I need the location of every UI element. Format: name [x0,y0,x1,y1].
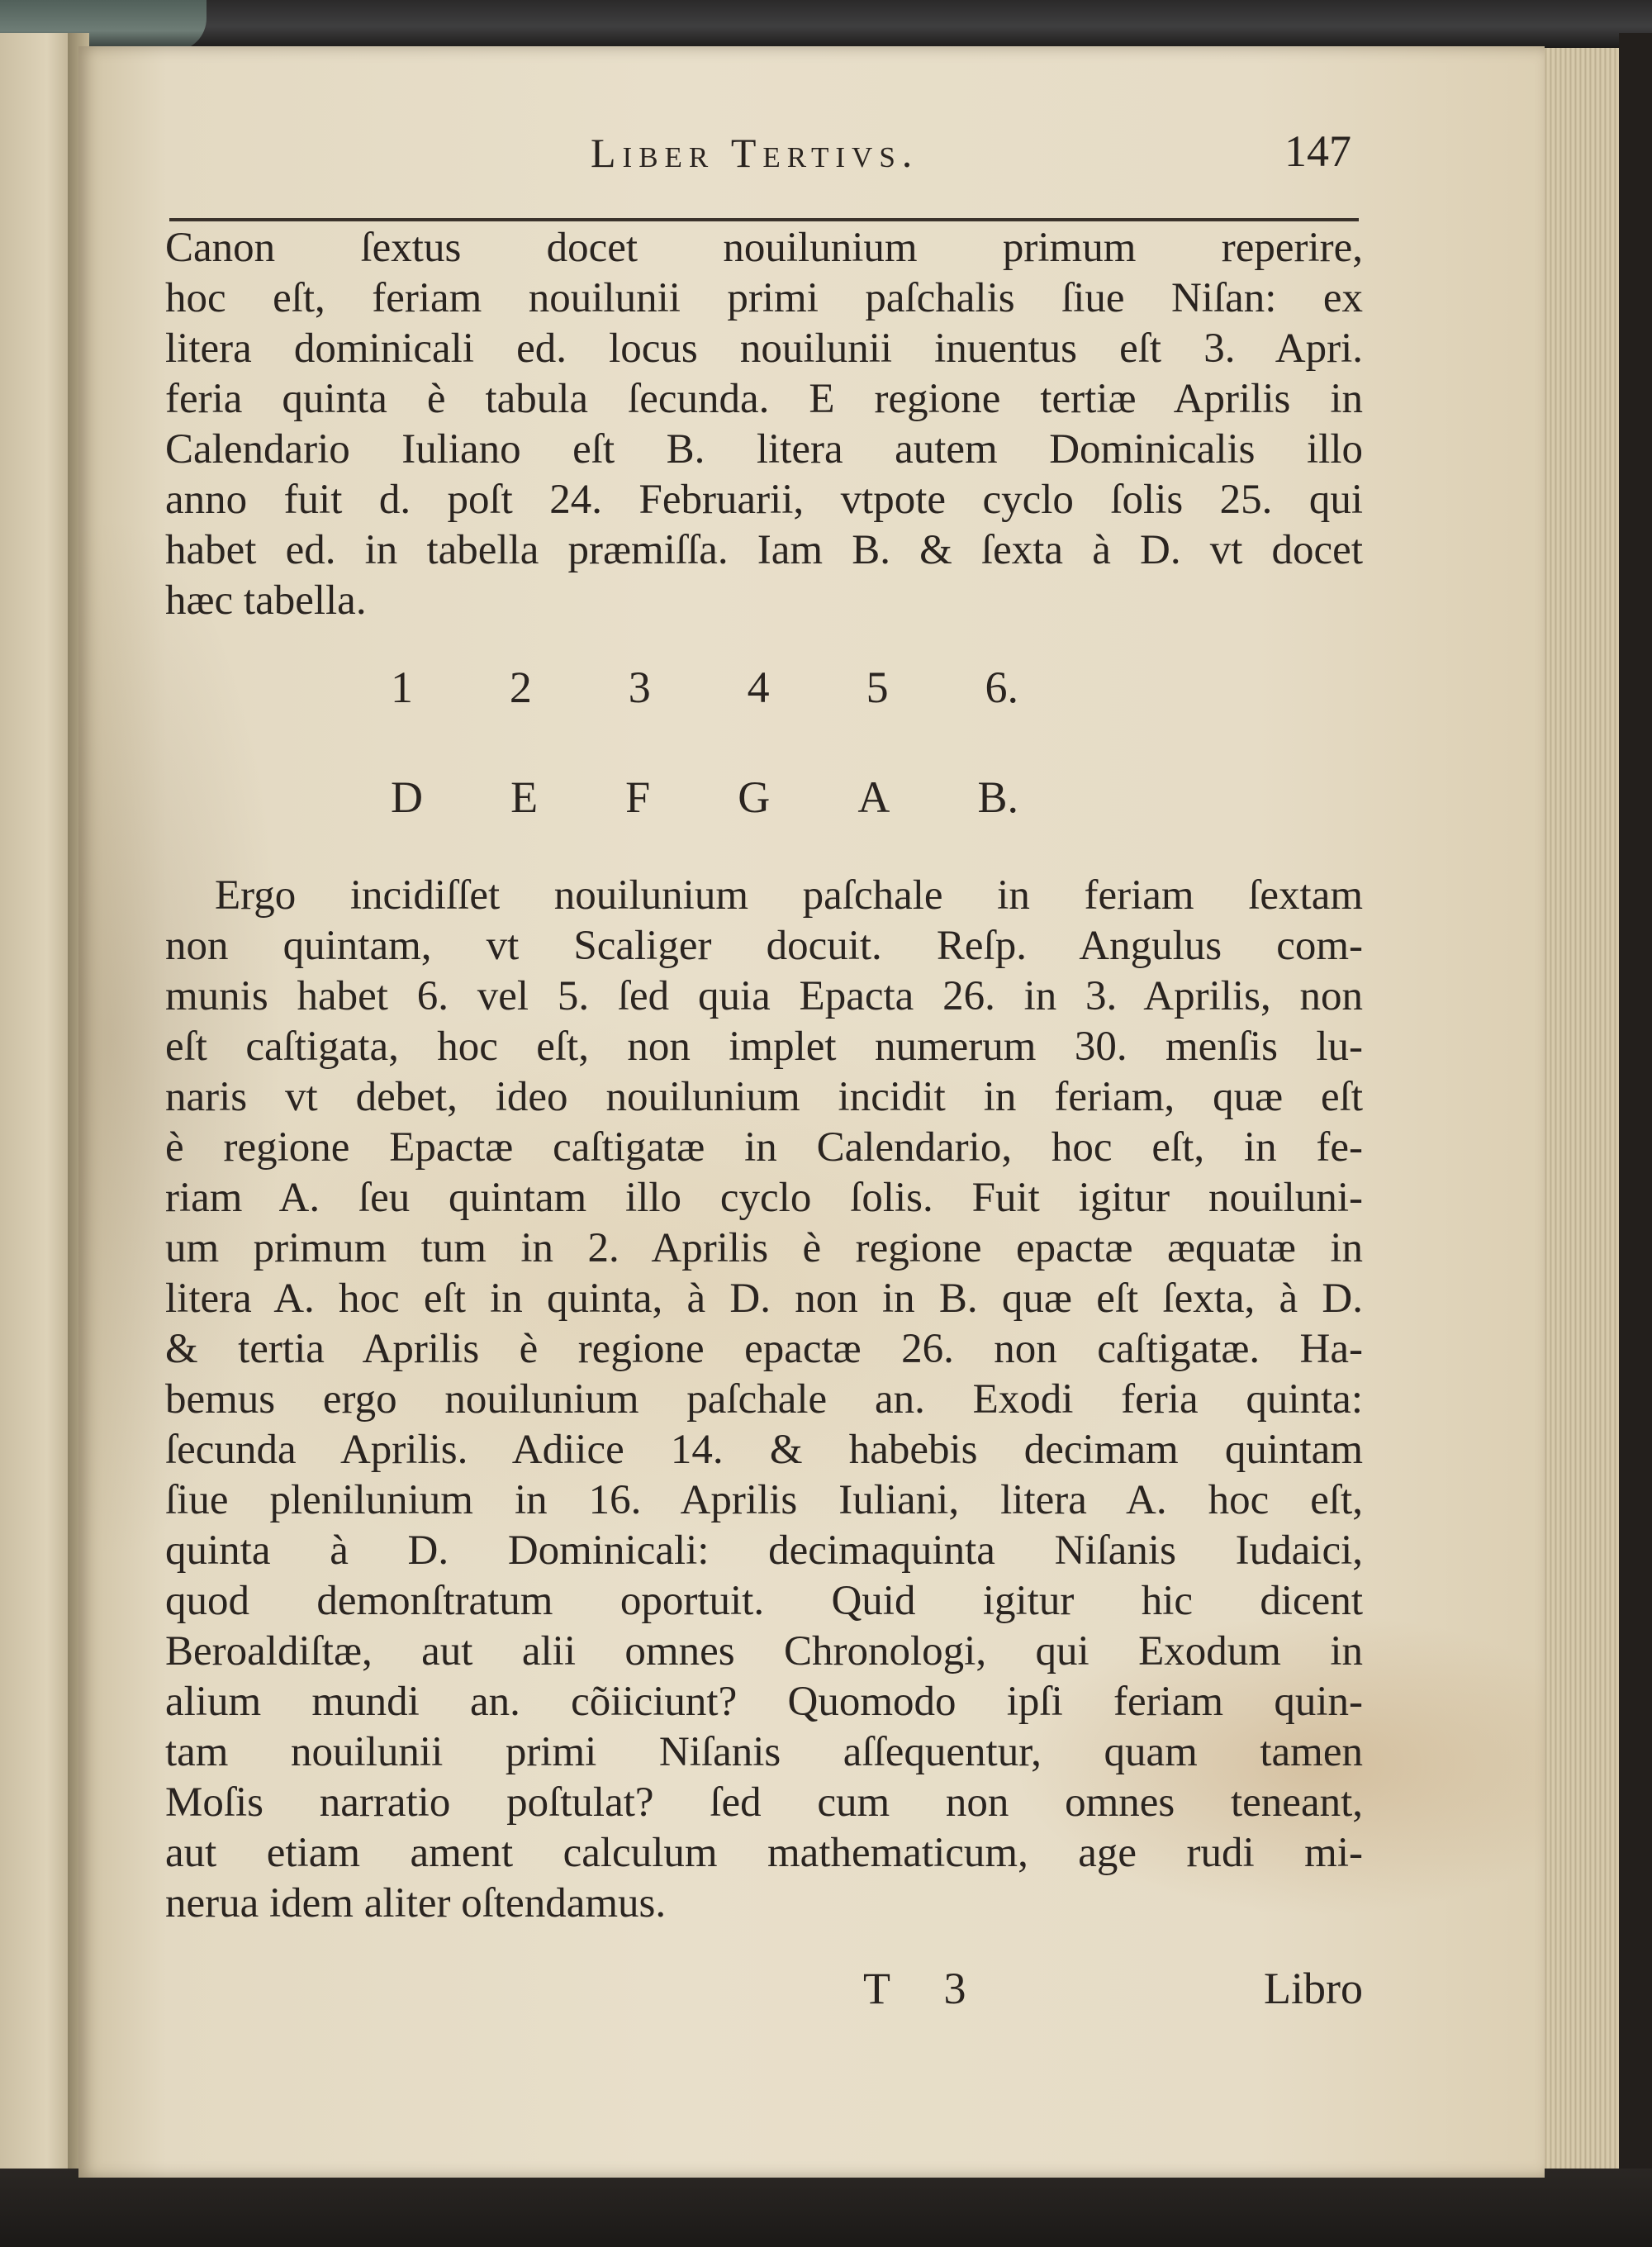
table-number: 4 [747,663,770,712]
page-footer [165,1963,1363,2021]
text-line: aut etiam ament calculum mathematicum, age rudi mi- [165,1830,1363,1876]
signature-mark: T 3 [863,1964,988,2013]
text-line: è regione Epactæ caſtigatæ in Calendario, hoc eſt, in fe- [165,1124,1363,1171]
text-line: Ergo incidiſſet nouilunium paſchale in feriam ſextam [215,872,1363,919]
header-rule [169,218,1359,221]
book-cover-edge [1619,33,1652,2214]
text-line: alium mundi an. cõiiciunt? Quomodo ipſi feriam quin- [165,1679,1363,1725]
table-letters-row [391,772,1018,823]
table-numbers-row [391,662,1018,713]
text-line: ſiue plenilunium in 16. Aprilis Iuliani, litera A. hoc eſt, [165,1477,1363,1523]
text-line: Beroaldiſtæ, aut alii omnes Chronologi, qui Exodum in [165,1628,1363,1675]
text-line: & tertia Aprilis è regione epactæ 26. non caſtigatæ. Ha- [165,1326,1363,1372]
book-cover-bottom [0,2169,1652,2247]
text-line: litera dominicali ed. locus nouilunii inuentus eſt 3. Apri. [165,325,1363,372]
running-title: Liber Tertivs. [591,130,919,176]
text-line: naris vt debet, ideo nouilunium incidit in feriam, quæ eſt [165,1074,1363,1120]
text-line: non quintam, vt Scaliger docuit. Reſp. Angulus com- [165,923,1363,969]
book-binding-top [0,0,1652,48]
text-line: bemus ergo nouilunium paſchale an. Exodi feria quinta: [165,1376,1363,1423]
table-number: 1 [391,663,413,712]
text-line: Moſis narratio poſtulat? ſed cum non omnes teneant, [165,1779,1363,1826]
text-line: riam A. ſeu quintam illo cyclo ſolis. Fuit igitur nouiluni- [165,1175,1363,1221]
text-line: quinta à D. Dominicali: decimaquinta Niſanis Iudaici, [165,1527,1363,1574]
text-line: habet ed. in tabella præmiſſa. Iam B. & ſexta à D. vt docet [165,527,1363,573]
text-line: Canon ſextus docet nouilunium primum reperire, [165,225,1363,271]
text-line: ſecunda Aprilis. Adiice 14. & habebis decimam quintam [165,1427,1363,1473]
text-line: anno fuit d. poſt 24. Februarii, vtpote cyclo ſolis 25. qui [165,477,1363,523]
table-letter: B. [977,772,1018,822]
table-number: 5 [866,663,889,712]
table-letter: A [857,772,890,822]
text-line: munis habet 6. vel 5. ſed quia Epacta 26. in 3. Aprilis, non [165,973,1363,1019]
text-line: quod demonſtratum oportuit. Quid igitur hic dicent [165,1578,1363,1624]
paragraph-ergo [165,871,1363,1929]
text-line: feria quinta è tabula ſecunda. E regione tertiæ Aprilis in [165,376,1363,422]
text-line: hoc eſt, feriam nouilunii primi paſchalis ſiue Niſan: ex [165,275,1363,321]
table-letter: D [391,772,423,822]
page-stack-edges [1532,48,1623,2188]
text-line: litera A. hoc eſt in quinta, à D. non in B. quæ eſt ſexta, à D. [165,1276,1363,1322]
table-letter: E [510,772,539,822]
table-letter: F [625,772,651,822]
text-line: eſt caſtigata, hoc eſt, non implet numerum 30. menſis lu- [165,1024,1363,1070]
table-number: 6. [985,663,1018,712]
text-line: Calendario Iuliano eſt B. litera autem Dominicalis illo [165,426,1363,473]
catchword: Libro [1264,1964,1363,2013]
previous-page-edge [0,33,78,2214]
text-line: tam nouilunii primi Niſanis aſſequentur, quam tamen [165,1729,1363,1775]
page-header [165,112,1363,176]
text-line: um primum tum in 2. Aprilis è regione epactæ æquatæ in [165,1225,1363,1271]
text-line: hæc tabella. [165,577,367,624]
text-line: nerua idem aliter oſtendamus. [165,1880,667,1926]
table-number: 3 [628,663,651,712]
book-page [78,46,1545,2178]
table-letter: G [738,772,771,822]
table-number: 2 [509,663,532,712]
paragraph-canon [165,223,1363,626]
page-number: 147 [1284,126,1351,176]
